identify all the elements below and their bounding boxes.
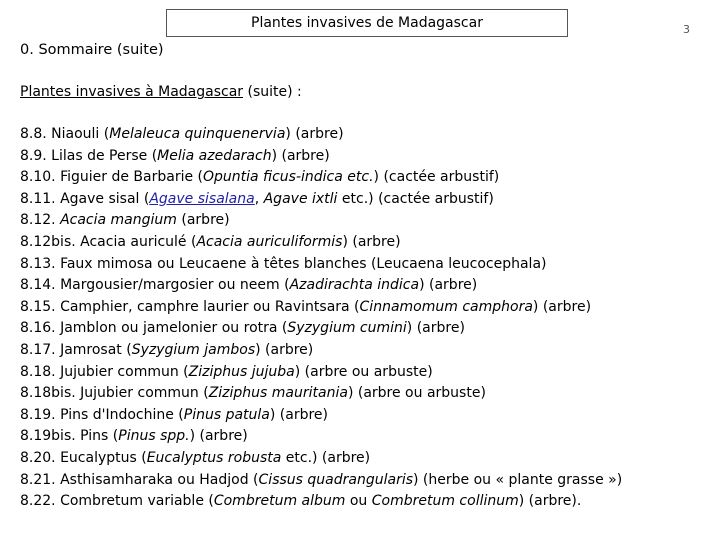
list-item [20,318,622,340]
list-text: 8.22. Combretum variable ( [20,493,214,510]
list-text: 8.10. Figuier de Barbarie ( [20,169,203,186]
list-item [20,124,622,146]
list-text: ) (arbre) [189,428,248,445]
list-item [20,232,622,254]
list-text: 8.16. Jamblon ou jamelonier ou rotra ( [20,320,288,337]
list-text: 8.19bis. Pins ( [20,428,119,445]
list-item [20,297,622,319]
list-text: , [254,190,264,207]
list-text: ou [345,493,372,510]
list-item [20,426,622,448]
subtitle-rest: (suite) : [243,84,302,100]
list-text: ) (arbre) [342,233,401,250]
species-name: Combretum album [213,493,346,510]
list-item [20,491,622,513]
list-text: ) (arbre). [518,493,582,510]
list-text: ) (arbre) [532,298,592,315]
species-name: Azadirachta indica [289,277,420,294]
list-item [20,405,622,427]
species-name: Pinus spp. [118,428,190,445]
list-item [20,275,622,297]
species-name: Eucalyptus robusta [146,449,282,466]
list-text: ) (arbre) [269,406,329,423]
species-name: Ziziphus mauritania [208,385,348,402]
list-item [20,362,622,384]
plant-list [20,124,622,513]
subtitle-underlined: Plantes invasives à Madagascar [20,84,244,100]
list-text: 8.8. Niaouli ( [20,126,110,142]
list-text: ) (herbe ou « plante grasse ») [413,471,623,488]
list-item [20,189,622,211]
list-item [20,383,622,405]
species-name: Melaleuca quinquenervia [109,126,286,142]
list-text: 8.11. Agave sisal ( [20,190,150,207]
list-text: 8.15. Camphier, camphre laurier ou Ravintsara ( [20,298,360,315]
list-item [20,340,622,362]
slide-title-box [166,9,568,37]
list-item [20,146,622,168]
list-text: ) (arbre) [406,320,465,337]
page-number: 3 [683,23,690,36]
list-text: ) (arbre ou arbuste) [294,363,433,380]
list-text: 8.13. Faux mimosa ou Leucaene à têtes blanches (Leucaena leucocephala) [20,255,547,272]
list-item [20,254,622,276]
list-text: ) (arbre) [285,126,344,142]
species-name: Acacia mangium [60,212,177,229]
species-name: Syzygium cumini [287,320,407,337]
species-name: Cissus quadrangularis [258,471,414,488]
list-text: ) (arbre) [255,341,314,358]
species-name: Opuntia ficus-indica etc. [203,169,374,186]
list-text: ) (arbre) [271,147,330,164]
list-text: 8.12. [20,212,61,229]
list-text: 8.14. Margousier/margosier ou neem ( [20,277,290,294]
list-item [20,210,622,232]
list-item [20,167,622,189]
list-text: 8.9. Lilas de Perse ( [20,147,158,164]
list-text: 8.18. Jujubier commun ( [20,363,189,380]
list-text: 8.17. Jamrosat ( [20,341,132,358]
species-name: Ziziphus jujuba [188,363,295,380]
list-text: 8.20. Eucalyptus ( [20,449,147,466]
species-link[interactable]: Agave sisalana [149,190,255,207]
slide-title: Plantes invasives de Madagascar [251,15,483,31]
list-text: 8.19. Pins d'Indochine ( [20,406,184,423]
species-name: Pinus patula [183,406,270,423]
list-text: 8.12bis. Acacia auriculé ( [20,233,197,250]
list-text: etc.) (arbre) [281,449,371,466]
species-name: Acacia auriculiformis [196,233,343,250]
list-item [20,448,622,470]
list-item [20,470,622,492]
list-text: etc.) (cactée arbustif) [337,190,494,207]
list-text: 8.18bis. Jujubier commun ( [20,385,209,402]
list-text: ) (arbre ou arbuste) [347,385,486,402]
list-text: 8.21. Asthisamharaka ou Hadjod ( [20,471,259,488]
species-name: Syzygium jambos [131,341,256,358]
list-text: ) (cactée arbustif) [373,169,500,186]
species-name: Agave ixtli [263,190,338,207]
list-text: ) (arbre) [419,277,478,294]
species-name: Combretum collinum [371,493,519,510]
list-text: (arbre) [176,212,230,229]
section-heading: 0. Sommaire (suite) [20,42,164,58]
species-name: Melia azedarach [157,147,272,164]
species-name: Cinnamomum camphora [359,298,533,315]
list-subtitle [20,84,302,100]
